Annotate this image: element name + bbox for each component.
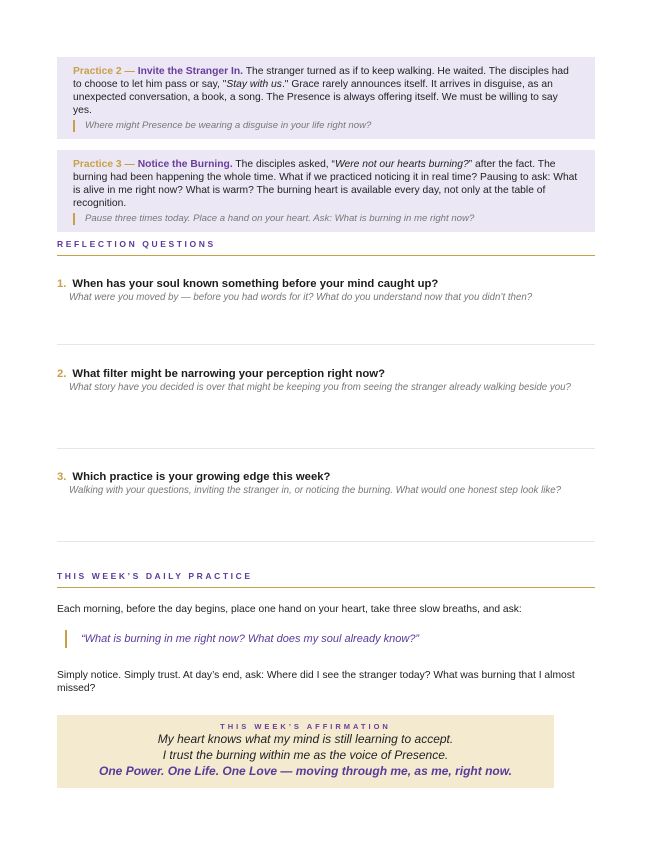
question-number: 2. [57,368,67,380]
question-line [57,367,595,381]
affirmation-line-3: One Power. One Life. One Love — moving through me, as me, right now. [99,764,512,778]
question-text: When has your soul known something before your mind caught up? [72,278,439,290]
question-text: Which practice is your growing edge this week? [72,471,331,483]
affirmation-label: THIS WEEK’S AFFIRMATION [220,722,391,731]
practice-text-end: ." Grace rarely announces itself. It arrives in disguise, as an unexpected conversation, a book, a song. The Presence is always offering itself. We must be willing to say yes. [73,79,558,116]
reflection-question-3 [57,470,595,498]
daily-practice-quote: “What is burning in me right now? What does my soul already know?” [65,630,581,648]
question-text: What filter might be narrowing your perception right now? [72,368,385,380]
practice-name: Notice the Burning. [137,159,233,170]
question-subtext: Walking with your questions, inviting the stranger in, or noticing the burning. What would one honest step look like? [69,485,562,496]
practice-text-emphasis: Were not our hearts burning? [334,159,469,170]
reflection-heading: REFLECTION QUESTIONS [57,239,595,256]
question-number: 3. [57,471,67,483]
practice-text-emphasis: Stay with us [226,79,282,90]
practice-body [73,158,579,210]
practice-dash: — [124,159,135,170]
affirmation-box [57,715,554,788]
practice-card-2 [57,57,595,139]
reflection-question-2 [57,367,595,395]
practice-dash: — [124,66,135,77]
question-line [57,470,595,484]
answer-divider [57,344,595,345]
practice-number: Practice 3 [73,159,122,170]
daily-practice-heading: THIS WEEK’S DAILY PRACTICE [57,571,595,588]
practice-prompt: Where might Presence be wearing a disguise in your life right now? [73,120,579,132]
practice-name: Invite the Stranger In. [137,66,243,77]
daily-practice-closing: Simply notice. Simply trust. At day’s end, ask: Where did I see the stranger today? What was burning that I almost missed? [57,670,575,694]
answer-divider [57,448,595,449]
practice-prompt: Pause three times today. Place a hand on your heart. Ask: What is burning in me right now? [73,213,579,225]
question-subtext: What story have you decided is over that might be keeping you from seeing the stranger already walking beside you? [69,382,571,393]
practice-text-end: ” after the fact. The burning had been happening the whole time. What if we practiced noticing it in real time? Pausing to ask: What is alive in me right now? What is warm? The burning heart is available every day, not only at the table of recognition. [73,159,578,209]
question-number: 1. [57,278,67,290]
practice-card-3 [57,150,595,232]
practice-text-start: The disciples asked, “ [235,159,335,170]
daily-practice-intro: Each morning, before the day begins, place one hand on your heart, take three slow breaths, and ask: [57,604,522,615]
question-line [57,277,595,291]
practice-body [73,65,579,117]
answer-divider [57,541,595,542]
affirmation-line-2: I trust the burning within me as the voice of Presence. [162,748,449,762]
practice-text-start: The stranger turned as if to keep walking. He waited. The disciples had to choose to let him pass or say, " [73,66,569,90]
question-subtext: What were you moved by — before you had words for it? What do you understand now that you didn’t then? [69,292,533,303]
practice-number: Practice 2 [73,66,122,77]
affirmation-line-1: My heart knows what my mind is still learning to accept. [157,732,454,746]
reflection-question-1 [57,277,595,305]
